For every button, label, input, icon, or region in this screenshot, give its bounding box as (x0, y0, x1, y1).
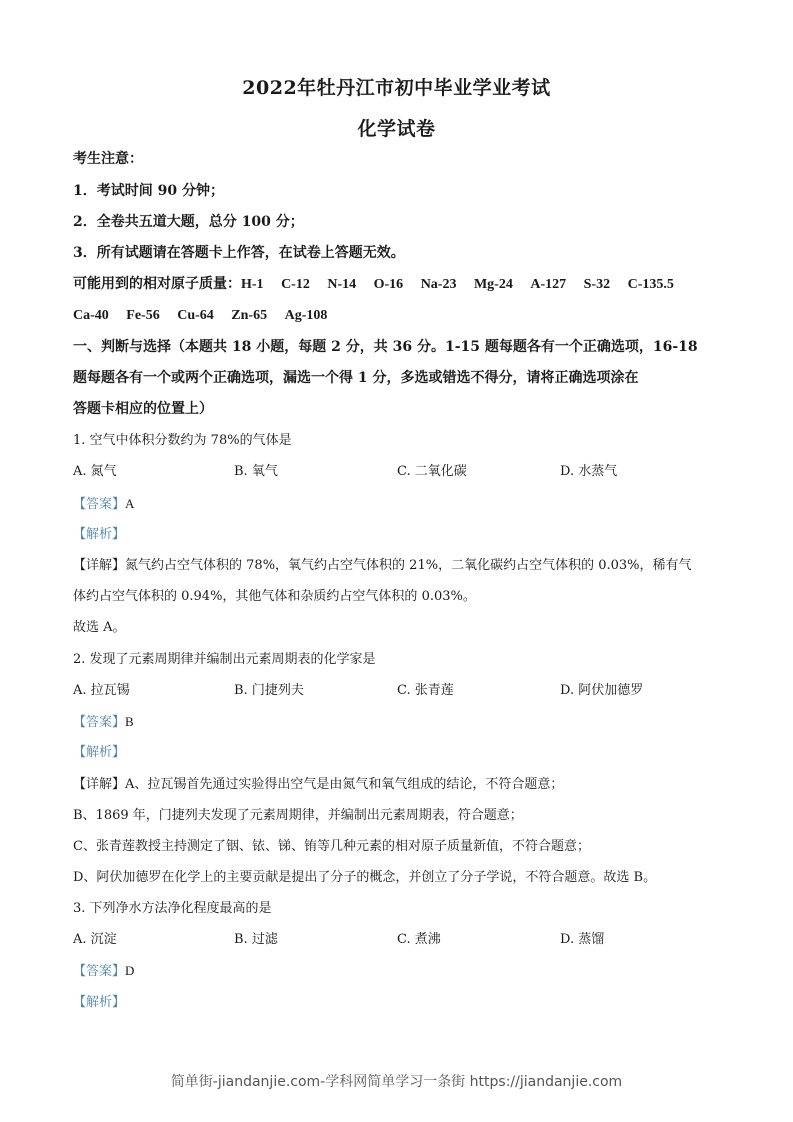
atomic-mass-label: 可能用到的相对原子质量： (73, 277, 241, 292)
answer-value: A (125, 496, 135, 511)
exam-subtitle: 化学试卷 (357, 118, 436, 140)
atomic-mass-item: Mg-24 (473, 277, 513, 292)
question-1-option-d: D. 水蒸气 (560, 464, 618, 479)
question-3-option-c: C. 煮沸 (397, 932, 441, 947)
atomic-mass-line-1 (73, 276, 674, 294)
question-2-detail-line-4: D、阿伏加德罗在化学上的主要贡献是提出了分子的概念，并创立了分子学说，不符合题意。故选 B。 (73, 870, 657, 885)
question-1-analysis-label: 【解析】 (73, 527, 126, 542)
notice-item-2: 2．全卷共五道大题，总分 100 分； (73, 214, 304, 230)
question-2-detail-line-3: C、张青莲教授主持测定了铟、铱、锑、铕等几种元素的相对原子质量新值，不符合题意； (73, 839, 590, 854)
detail-label: 【详解】 (73, 777, 126, 792)
detail-text: A、拉瓦锡首先通过实验得出空气是由氮气和氧气组成的结论，不符合题意； (125, 777, 564, 792)
question-1-detail-line-3: 故选 A。 (73, 620, 126, 635)
question-2-detail-line-1 (73, 776, 563, 794)
question-2-option-a: A. 拉瓦锡 (73, 683, 130, 698)
question-2-option-b: B. 门捷列夫 (234, 683, 304, 698)
question-2-answer (73, 713, 134, 732)
question-1-stem: 1. 空气中体积分数约为 78%的气体是 (73, 433, 292, 448)
question-2-detail-line-2: B、1869 年，门捷列夫发现了元素周期律，并编制出元素周期表，符合题意； (73, 808, 523, 823)
atomic-mass-item: S-32 (583, 277, 611, 292)
atomic-mass-item: A-127 (530, 277, 567, 292)
answer-value: D (125, 963, 135, 978)
answer-label: 【答案】 (73, 497, 126, 512)
atomic-mass-item: Ca-40 (73, 308, 109, 323)
notice-item-1: 1．考试时间 90 分钟； (73, 183, 224, 199)
section-heading-line-3: 答题卡相应的位置上） (73, 401, 213, 417)
question-1-option-a: A. 氮气 (73, 464, 117, 479)
exam-title: 2022年牡丹江市初中毕业学业考试 (242, 77, 551, 99)
question-3-stem: 3. 下列净水方法净化程度最高的是 (73, 901, 272, 916)
detail-label: 【详解】 (73, 558, 126, 573)
answer-value: B (125, 714, 134, 729)
question-1-detail-line-1 (73, 557, 692, 575)
notice-item-3: 3．所有试题请在答题卡上作答，在试卷上答题无效。 (73, 245, 405, 261)
atomic-mass-item: Na-23 (420, 277, 457, 292)
atomic-mass-item: Cu-64 (177, 308, 214, 323)
question-2-option-c: C. 张青莲 (397, 683, 454, 698)
question-3-option-b: B. 过滤 (234, 932, 278, 947)
question-3-option-a: A. 沉淀 (73, 932, 117, 947)
atomic-mass-item: H-1 (241, 277, 264, 292)
atomic-mass-line-2 (73, 307, 327, 325)
question-3-analysis-label: 【解析】 (73, 995, 126, 1010)
section-heading-line-1: 一、判断与选择（本题共 18 小题，每题 2 分，共 36 分。1-15 题每题各有一个正确选项，16-18 (73, 339, 698, 355)
atomic-mass-item: Ag-108 (284, 308, 328, 323)
question-1-option-b: B. 氧气 (234, 464, 278, 479)
question-3-answer (73, 962, 134, 981)
question-2-analysis-label: 【解析】 (73, 745, 126, 760)
footer-watermark: 简单街-jiandanjie.com-学科网简单学习一条街 https://jiandanjie.com (170, 1074, 623, 1090)
detail-text: 氮气约占空气体积的 78%，氧气约占空气体积的 21%，二氧化碳约占空气体积的 0.03%，稀有气 (125, 558, 692, 573)
question-2-option-d: D. 阿伏加德罗 (560, 683, 644, 698)
atomic-mass-item: Fe-56 (126, 308, 160, 323)
atomic-mass-item: N-14 (327, 277, 357, 292)
atomic-mass-item: Zn-65 (231, 308, 268, 323)
notice-heading: 考生注意： (73, 151, 143, 167)
question-1-answer (73, 495, 134, 514)
atomic-mass-item: C-12 (281, 277, 310, 292)
section-heading-line-2: 题每题各有一个或两个正确选项，漏选一个得 1 分，多选或错选不得分，请将正确选项涂在 (73, 370, 639, 386)
question-3-option-d: D. 蒸馏 (560, 932, 605, 947)
atomic-mass-item: O-16 (373, 277, 404, 292)
question-2-stem: 2. 发现了元素周期律并编制出元素周期表的化学家是 (73, 652, 376, 667)
question-1-detail-line-2: 体约占空气体积的 0.94%，其他气体和杂质约占空气体积的 0.03%。 (73, 589, 476, 604)
atomic-mass-item: C-135.5 (627, 277, 674, 292)
question-1-option-c: C. 二氧化碳 (397, 464, 467, 479)
answer-label: 【答案】 (73, 715, 126, 730)
answer-label: 【答案】 (73, 964, 126, 979)
